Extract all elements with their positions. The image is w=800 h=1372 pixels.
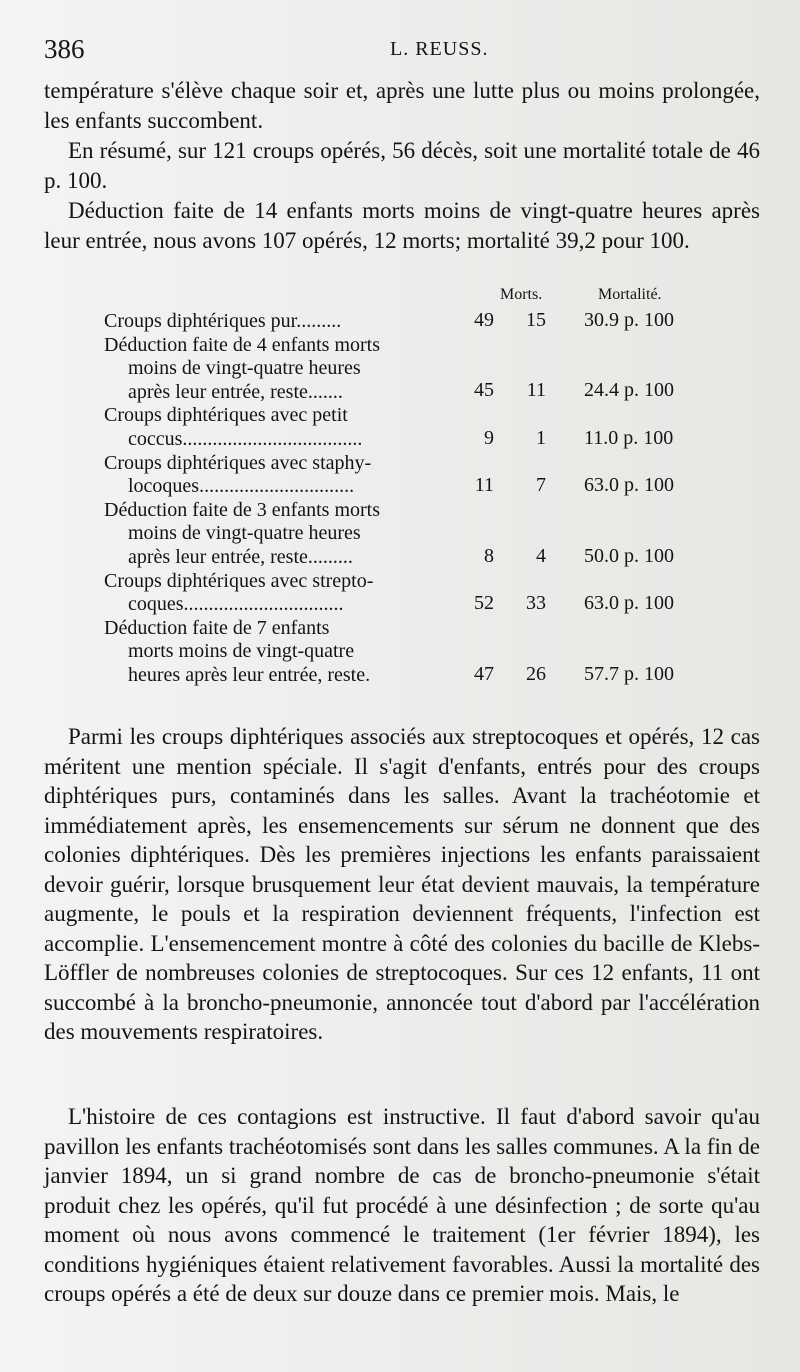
row-label [104, 570, 440, 617]
row-label-line: morts moins de vingt-quatre [128, 640, 355, 663]
cell-morts: 11 [526, 379, 546, 402]
table-row [104, 499, 704, 570]
cell-morts: 15 [526, 308, 546, 331]
row-label-line: après leur entrée, reste......... [128, 545, 353, 568]
cell-operes: 9 [484, 426, 494, 449]
paragraph-3: Déduction faite de 14 enfants morts moins de vingt-quatre heures après leur entrée, nous avons 107 opérés, 12 morts; mortalité 39,2 pour 100. [44, 198, 760, 253]
row-label-line: heures après leur entrée, reste. [128, 663, 371, 686]
row-label-line: après leur entrée, reste....... [128, 380, 343, 403]
cell-morts: 7 [536, 473, 546, 496]
cell-mortalite: 30.9 p. 100 [584, 308, 674, 331]
row-label-line: Croups diphtériques pur......... [104, 310, 342, 332]
page-header [44, 30, 760, 66]
row-label [104, 310, 440, 334]
row-label [104, 499, 440, 570]
row-label-line: coques................................ [128, 593, 344, 616]
cell-operes: 45 [474, 379, 494, 402]
cell-operes: 8 [484, 544, 494, 567]
row-label-line: coccus.................................... [128, 427, 363, 450]
paragraph-1: température s'élève chaque soir et, après une lutte plus ou moins prolongée, les enfants succombent. [44, 78, 760, 133]
cell-operes: 11 [474, 473, 494, 496]
cell-morts: 1 [536, 426, 546, 449]
cell-mortalite: 57.7 p. 100 [584, 662, 674, 685]
table-row [104, 404, 704, 451]
header-mortalite: Mortalité. [598, 286, 662, 303]
cell-morts: 26 [526, 662, 546, 685]
mortality-table [104, 286, 704, 688]
row-label [104, 334, 440, 405]
row-label [104, 452, 440, 499]
row-label-line: moins de vingt-quatre heures [128, 357, 361, 380]
paragraph-4: Parmi les croups diphtériques associés aux streptocoques et opérés, 12 cas méritent une mention spéciale. Il s'agit d'enfants, entrés pour des croups diphtériques purs, contaminés dans les salles. Avant la trachéotomie et immédiatement après, les ensemencements sur sérum ne donnent que des colonies diphtériques. Dès les premières injections les enfants paraissaient devoir guérir, lorsque brusquement leur état devient mauvais, la température augmente, le pouls et la respiration deviennent fréquents, l'infection est accomplie. L'ensemencement montre à côté des colonies du bacille de Klebs-Löffler de nombreuses colonies de streptocoques. Sur ces 12 enfants, 11 ont succombé à la broncho-pneumonie, annoncée tout d'abord par l'accélération des mouvements respiratoires. [44, 724, 760, 1044]
cell-mortalite: 24.4 p. 100 [584, 379, 674, 402]
table-row [104, 310, 704, 334]
cell-morts: 4 [536, 544, 546, 567]
paragraph-2: En résumé, sur 121 croups opérés, 56 décès, soit une mortalité totale de 46 p. 100. [44, 138, 760, 193]
cell-mortalite: 63.0 p. 100 [584, 473, 674, 496]
cell-mortalite: 11.0 p. 100 [584, 426, 674, 449]
running-head: L. REUSS. [390, 38, 489, 60]
table-row [104, 334, 704, 405]
table-row [104, 570, 704, 617]
cell-operes: 52 [474, 591, 494, 614]
row-label-line: Croups diphtériques avec staphy- [104, 451, 372, 474]
paragraph-5: L'histoire de ces contagions est instructive. Il faut d'abord savoir qu'au pavillon les enfants trachéotomisés sont dans les salles communes. A la fin de janvier 1894, un si grand nombre de cas de broncho-pneumonie s'était produit chez les opérés, qu'il fut procédé à une désinfection ; de sorte qu'au moment où nous avons commencé le traitement (1er février 1894), les conditions hygiéniques étaient relativement favorables. Aussi la mortalité des croups opérés a été de deux sur douze dans ce premier mois. Mais, le [44, 1104, 760, 1306]
row-label [104, 617, 440, 688]
cell-operes: 49 [474, 308, 494, 331]
page-number: 386 [44, 34, 85, 64]
row-label-line: Déduction faite de 3 enfants morts [104, 498, 381, 521]
cell-mortalite: 63.0 p. 100 [584, 591, 674, 614]
table-header [104, 286, 704, 310]
header-morts: Morts. [500, 286, 543, 303]
row-label-line: Croups diphtériques avec strepto- [104, 569, 374, 592]
table-row [104, 452, 704, 499]
cell-operes: 47 [474, 662, 494, 685]
cell-morts: 33 [526, 591, 546, 614]
row-label-line: locoques............................... [128, 475, 355, 498]
cell-mortalite: 50.0 p. 100 [584, 544, 674, 567]
row-label-line: moins de vingt-quatre heures [128, 522, 361, 545]
row-label [104, 404, 440, 451]
row-label-line: Déduction faite de 4 enfants morts [104, 333, 381, 356]
row-label-line: Croups diphtériques avec petit [104, 404, 348, 427]
table-row [104, 617, 704, 688]
row-label-line: Déduction faite de 7 enfants [104, 616, 330, 639]
